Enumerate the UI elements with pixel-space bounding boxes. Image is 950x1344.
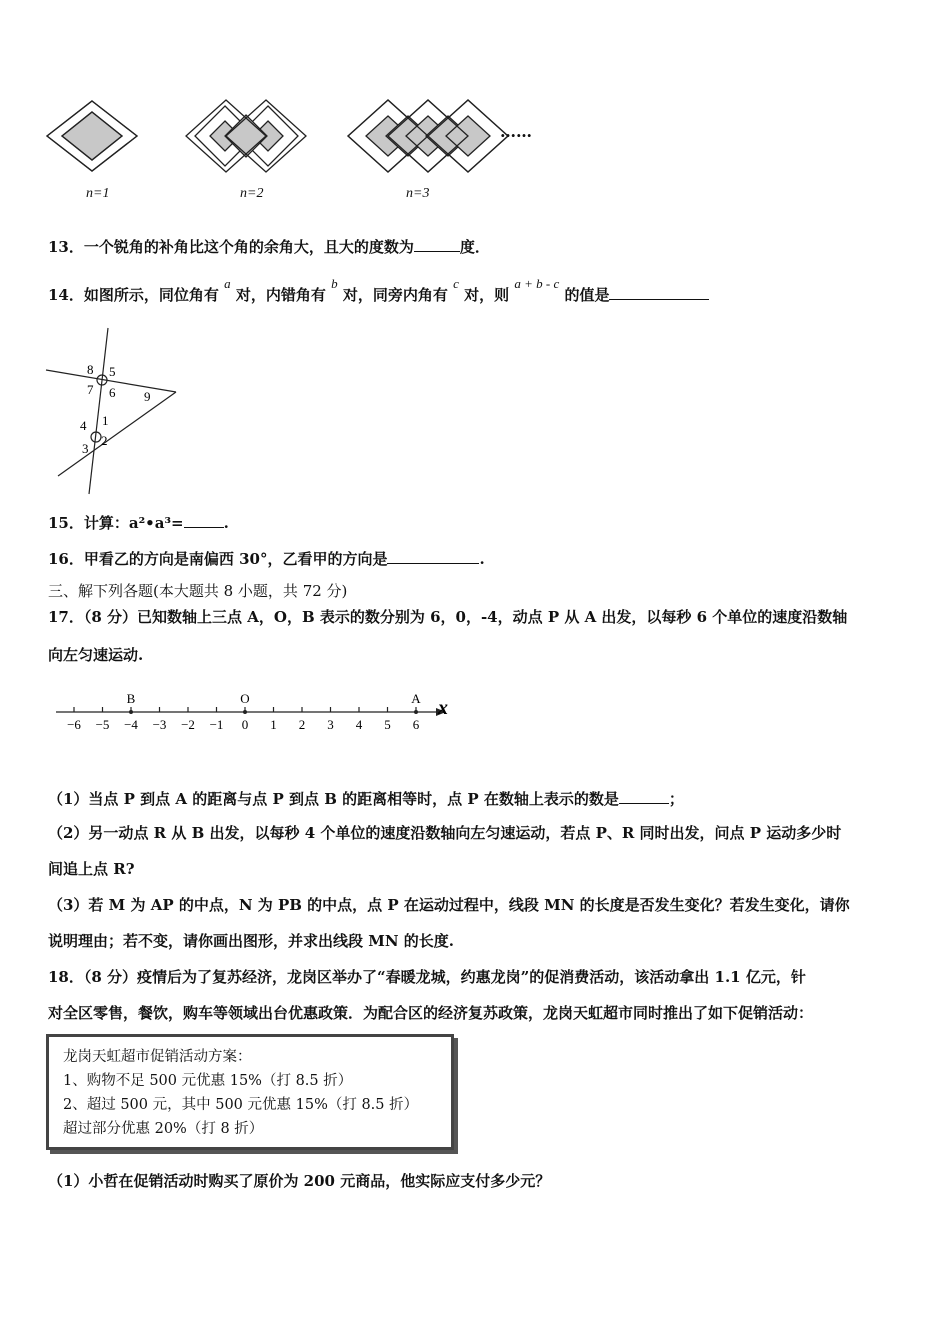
q17-sub-2-line-2: 间追上点 R?	[48, 860, 135, 878]
q14-text-1: 14．如图所示，同位角有	[48, 286, 219, 304]
q17-sub1-answer-blank[interactable]	[619, 789, 669, 804]
q14-text-4: 对，则	[464, 286, 510, 304]
angle-figure	[40, 324, 190, 499]
q14-var-a: a	[224, 276, 231, 291]
angle-label-9: 9	[144, 389, 151, 404]
number-line-tick-label: −1	[209, 717, 224, 732]
number-line-tick-label: −5	[95, 717, 110, 732]
q14-answer-blank[interactable]	[609, 285, 709, 300]
number-line-point-label: A	[411, 691, 421, 706]
angle-label-8: 8	[87, 362, 94, 377]
q17-sub1-end: ；	[668, 790, 684, 808]
q16-end: .	[479, 550, 485, 568]
question-15	[48, 512, 229, 533]
number-line-tick-label: 3	[327, 717, 334, 732]
question-16	[48, 548, 485, 569]
number-line-tick-label: 2	[298, 717, 306, 732]
number-line-point-label: B	[126, 691, 136, 706]
number-line	[54, 688, 464, 744]
angle-label-4: 4	[80, 418, 87, 433]
angle-label-3: 3	[82, 441, 89, 456]
promotion-line-4: 超过部分优惠 20%（打 8 折）	[63, 1121, 264, 1137]
number-line-axis-label: x	[438, 697, 448, 719]
promotion-line-2: 1、购物不足 500 元优惠 15%（打 8.5 折）	[63, 1073, 353, 1089]
number-line-point-label: O	[240, 691, 250, 706]
q14-text-5: 的值是	[564, 286, 610, 304]
number-line-tick-label: 5	[384, 717, 391, 732]
promotion-line-3: 2、超过 500 元，其中 500 元优惠 15%（打 8.5 折）	[63, 1097, 419, 1113]
number-line-tick-label: −6	[67, 717, 81, 732]
q17-line-1: 17．（8 分）已知数轴上三点 A，O，B 表示的数分别为 6，0，-4，动点 P 从 A 出发，以每秒 6 个单位的速度沿数轴	[48, 608, 848, 626]
number-line-point	[243, 710, 247, 714]
pattern-label-n3: n=3	[406, 186, 430, 201]
q18-line-1: 18．（8 分）疫情后为了复苏经济，龙岗区举办了“春暖龙城，约惠龙岗”的促消费活动，该活动拿出 1.1 亿元，针	[48, 968, 806, 986]
q14-text-2: 对，内错角有	[235, 286, 326, 304]
angle-label-1: 1	[102, 413, 109, 428]
number-line-tick-label: −4	[124, 717, 138, 732]
angle-label-2: 2	[101, 433, 108, 448]
question-13	[48, 236, 490, 257]
q13-text: 13．一个锐角的补角比这个角的余角大，且大的度数为	[48, 238, 414, 256]
q14-expression: a + b - c	[514, 276, 560, 291]
promotion-line-1: 龙岗天虹超市促销活动方案：	[63, 1049, 252, 1065]
pattern-n3	[348, 100, 508, 172]
angle-label-7: 7	[87, 382, 94, 397]
q16-answer-blank[interactable]	[387, 549, 479, 564]
q13-answer-blank[interactable]	[414, 237, 460, 252]
number-line-tick-label: 0	[241, 717, 249, 732]
q14-var-c: c	[453, 276, 459, 291]
q14-var-b: b	[331, 276, 338, 291]
diamond-pattern-figure	[40, 96, 560, 176]
number-line-tick-label: −3	[152, 717, 167, 732]
q18-line-2: 对全区零售，餐饮，购车等领域出台优惠政策．为配合区的经济复苏政策，龙岗天虹超市同时推出了如下促销活动：	[48, 1004, 814, 1022]
number-line-tick-label: 4	[355, 717, 363, 732]
q15-end: .	[223, 514, 229, 532]
q15-answer-blank[interactable]	[184, 513, 224, 528]
q16-text: 16．甲看乙的方向是南偏西 30°，乙看甲的方向是	[48, 550, 388, 568]
q17-sub-3-line-1: （3）若 M 为 AP 的中点，N 为 PB 的中点，点 P 在运动过程中，线段 MN 的长度是否发生变化？若发生变化，请你	[48, 896, 850, 914]
pattern-n2	[184, 98, 298, 174]
pattern-label-n1: n=1	[86, 186, 110, 201]
q17-line-2: 向左匀速运动.	[48, 646, 144, 664]
promotion-box	[46, 1034, 454, 1150]
q17-sub-1	[48, 788, 684, 809]
q18-sub-1: （1）小哲在促销活动时购买了原价为 200 元商品，他实际应支付多少元？	[48, 1172, 551, 1190]
q14-text-3: 对，同旁内角有	[342, 286, 448, 304]
q13-end: 度．	[459, 238, 490, 256]
pattern-ellipsis: ……	[500, 122, 532, 141]
pattern-n1	[47, 101, 137, 171]
question-14	[48, 276, 709, 305]
angle-label-5: 5	[109, 364, 116, 379]
number-line-tick-label: −2	[181, 717, 195, 732]
number-line-point	[129, 710, 133, 714]
section-3-title: 三、解下列各题(本大题共 8 小题，共 72 分)	[48, 582, 348, 600]
q17-sub-3-line-2: 说明理由；若不变，请你画出图形，并求出线段 MN 的长度.	[48, 932, 454, 950]
number-line-tick-label: 6	[412, 717, 420, 732]
q17-sub-2-line-1: （2）另一动点 R 从 B 出发，以每秒 4 个单位的速度沿数轴向左匀速运动，若点 P、R 同时出发，问点 P 运动多少时	[48, 824, 842, 842]
angle-label-6: 6	[109, 385, 116, 400]
number-line-point	[414, 710, 418, 714]
q17-sub1-text: （1）当点 P 到点 A 的距离与点 P 到点 B 的距离相等时，点 P 在数轴上表示的数是	[48, 790, 619, 808]
number-line-tick-label: 1	[270, 717, 277, 732]
pattern-label-n2: n=2	[240, 186, 264, 201]
q15-text: 15．计算：a²•a³=	[48, 514, 184, 532]
